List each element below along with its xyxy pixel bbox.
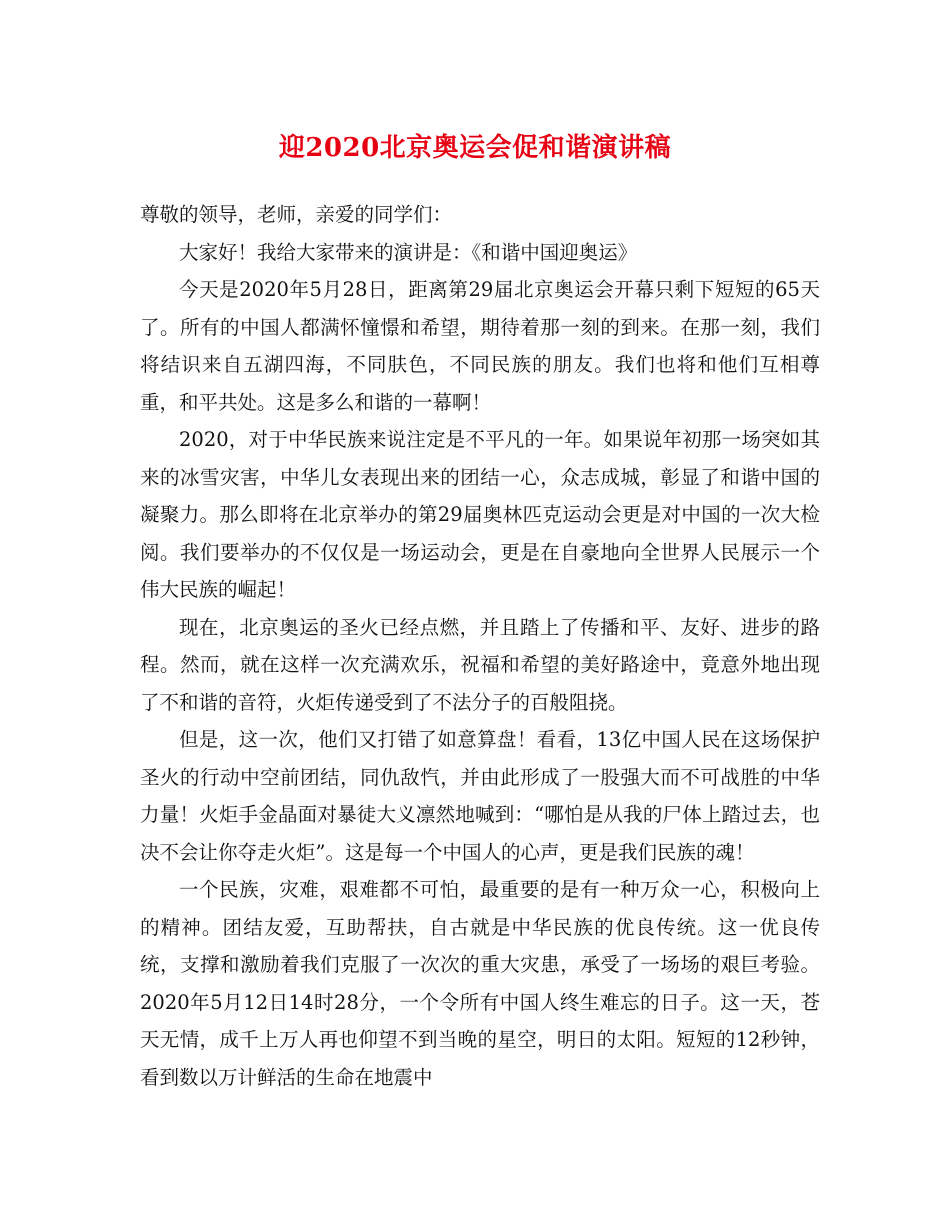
document-body	[140, 196, 820, 1096]
salutation: 尊敬的领导，老师，亲爱的同学们：	[140, 203, 453, 226]
document-title: 迎2020北京奥运会促和谐演讲稿	[278, 133, 672, 163]
paragraph-3: 2020，对于中华民族来说注定是不平凡的一年。如果说年初那一场突如其来的冰雪灾害，中华儿女表现出来的团结一心，众志成城，彰显了和谐中国的凝聚力。那么即将在北京举办的第29届奥林匹克运动会更是对中国的一次大检阅。我们要举办的不仅仅是一场运动会，更是在自豪地向全世界人民展示一个伟大民族的崛起！	[140, 428, 820, 601]
paragraph-5: 但是，这一次，他们又打错了如意算盘！看看，13亿中国人民在这场保护圣火的行动中空前团结，同仇敌忾，并由此形成了一股强大而不可战胜的中华力量！火炬手金晶面对暴徒大义凛然地喊到：“哪怕是从我的尸体上踏过去，也决不会让你夺走火炬”。这是每一个中国人的心声，更是我们民族的魂！	[140, 728, 820, 864]
paragraph-2: 今天是2020年5月28日，距离第29届北京奥运会开幕只剩下短短的65天了。所有的中国人都满怀憧憬和希望，期待着那一刻的到来。在那一刻，我们将结识来自五湖四海，不同肤色，不同民族的朋友。我们也将和他们互相尊重，和平共处。这是多么和谐的一幕啊！	[140, 278, 820, 414]
paragraph-6: 一个民族，灾难，艰难都不可怕，最重要的是有一种万众一心，积极向上的精神。团结友爱，互助帮扶，自古就是中华民族的优良传统。这一优良传统，支撑和激励着我们克服了一次次的重大灾患，承受了一场场的艰巨考验。2020年5月12日14时28分，一个令所有中国人终生难忘的日子。这一天，苍天无情，成千上万人再也仰望不到当晚的星空，明日的太阳。短短的12秒钟，看到数以万计鲜活的生命在地震中	[140, 878, 820, 1089]
paragraph-4: 现在，北京奥运的圣火已经点燃，并且踏上了传播和平、友好、进步的路程。然而，就在这样一次充满欢乐，祝福和希望的美好路途中，竟意外地出现了不和谐的音符，火炬传递受到了不法分子的百般阻挠。	[140, 615, 820, 714]
paragraph-1: 大家好！我给大家带来的演讲是：《和谐中国迎奥运》	[179, 240, 638, 264]
